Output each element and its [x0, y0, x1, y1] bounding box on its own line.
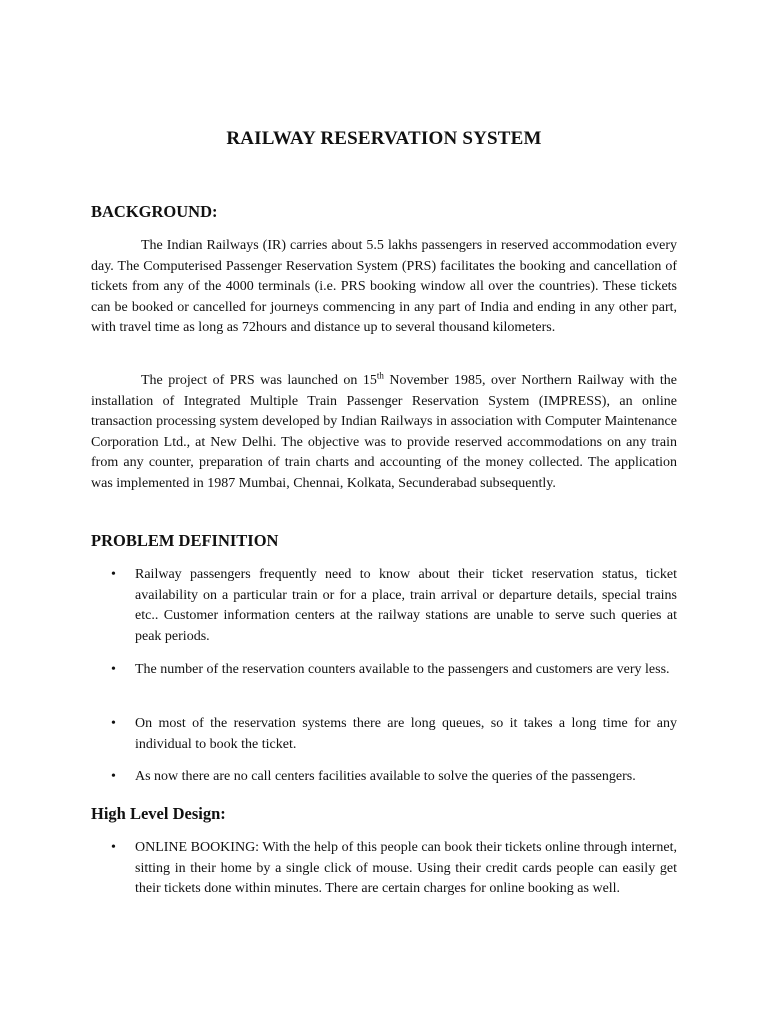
design-item-1 — [91, 838, 677, 900]
ordinal-suffix: th — [376, 370, 384, 381]
problem-definition-heading: PROBLEM DEFINITION — [91, 531, 279, 550]
problem-item-3 — [91, 714, 677, 755]
high-level-design-heading: High Level Design: — [91, 804, 226, 823]
bullet-icon: • — [111, 662, 116, 677]
para2-text-start: The project of PRS was launched on 15 — [141, 373, 377, 388]
bullet-icon: • — [111, 769, 116, 784]
background-paragraph-1: The Indian Railways (IR) carries about 5.5 lakhs passengers in reserved accommodation every day. The Computerised Passenger Reservation System (PRS) facilitates the booking and cancellation of tickets from any of the 4000 terminals (i.e. PRS booking window all over the countries). These tickets can be booked or cancelled for journeys commencing in any part of India and ending in any other part, with travel time as long as 72hours and distance up to several thousand kilometers. — [91, 238, 677, 336]
bullet-icon: • — [111, 840, 116, 855]
problem-item-1 — [91, 565, 677, 647]
design-item-text: ONLINE BOOKING: With the help of this people can book their tickets online through internet, sitting in their home by a single click of mouse. Using their credit cards people can easily get their tickets done within minutes. There are certain charges for online booking as well. — [135, 840, 677, 897]
problem-item-text: On most of the reservation systems there are long queues, so it takes a long time for any individual to book the ticket. — [135, 716, 677, 752]
background-heading: BACKGROUND: — [91, 202, 218, 221]
problem-item-2 — [91, 660, 677, 681]
bullet-icon: • — [111, 716, 116, 731]
problem-item-text: Railway passengers frequently need to know about their ticket reservation status, ticket availability on a particular train or for a place, train arrival or departure details, special trains etc.. Customer information centers at the railway stations are unable to serve such queries at peak periods. — [135, 567, 677, 644]
background-paragraph-2 — [91, 371, 677, 495]
document-title: RAILWAY RESERVATION SYSTEM — [226, 128, 542, 149]
problem-item-text: As now there are no call centers facilities available to solve the queries of the passengers. — [135, 769, 636, 784]
para2-text-end: November 1985, over Northern Railway with the installation of Integrated Multiple Train Passenger Reservation System (IMPRESS), an online transaction processing system developed by Indian Railways in association with Computer Maintenance Corporation Ltd., at New Delhi. The objective was to provide reserved accommodations on any train from any counter, preparation of train charts and accounting of the money collected. The application was implemented in 1987 Mumbai, Chennai, Kolkata, Secunderabad subsequently. — [91, 373, 677, 491]
problem-item-text: The number of the reservation counters available to the passengers and customers are very less. — [135, 662, 670, 677]
bullet-icon: • — [111, 567, 116, 582]
problem-item-4 — [91, 767, 677, 788]
